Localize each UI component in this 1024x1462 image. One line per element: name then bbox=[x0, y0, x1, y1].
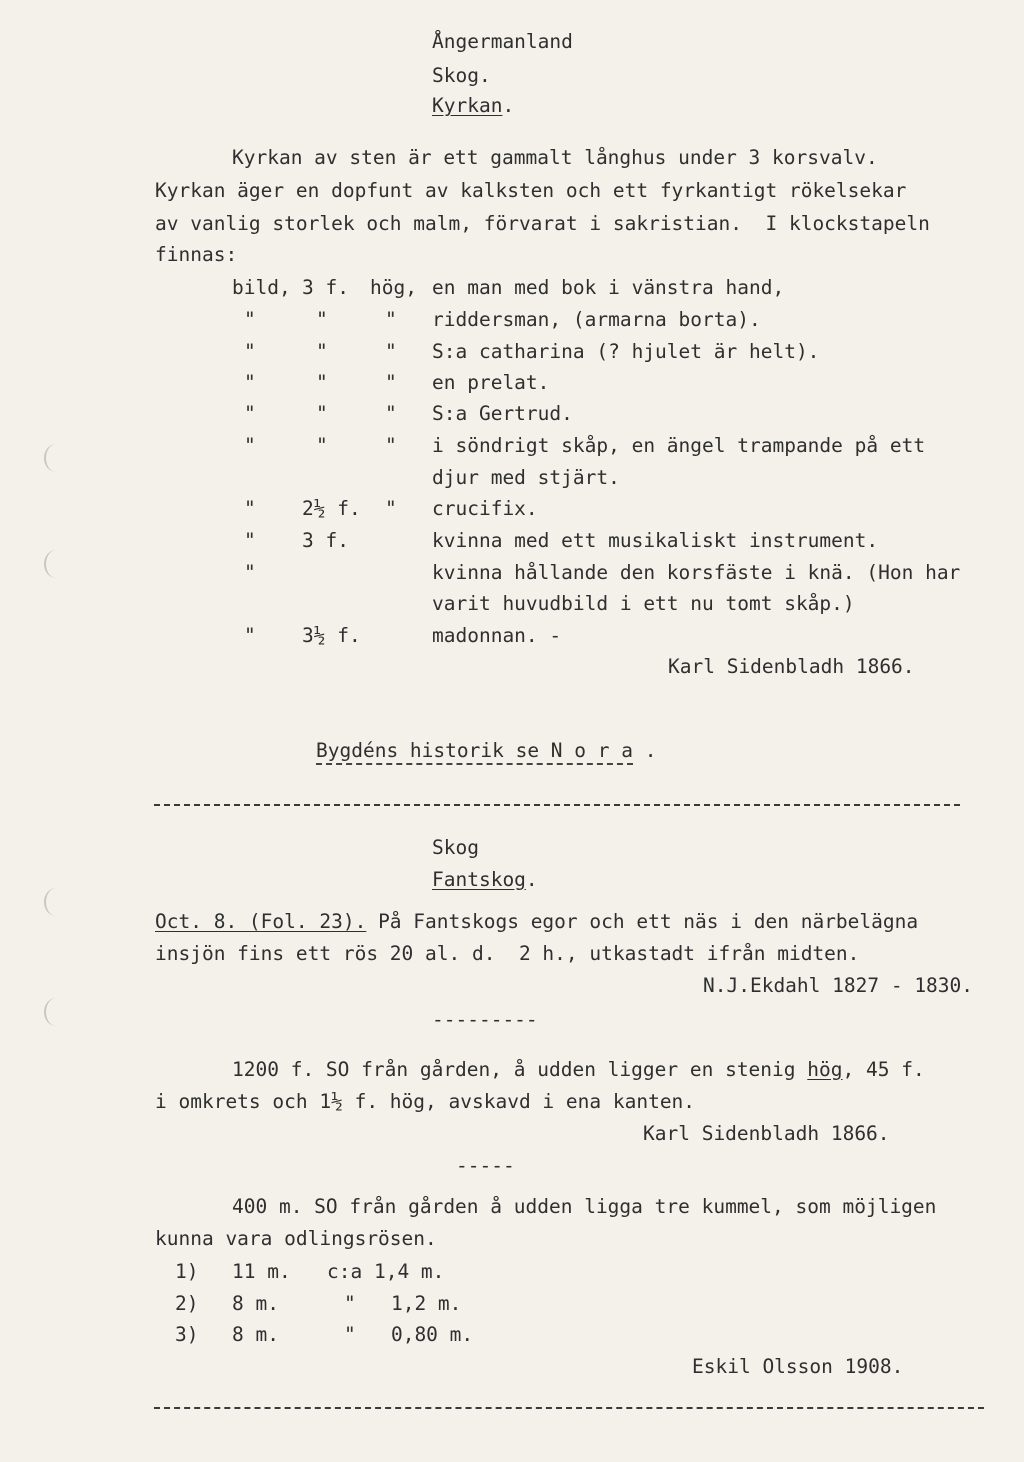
measure-number: 2) bbox=[175, 1292, 199, 1315]
crossref-note-text: Bygdéns historik se N o r a bbox=[316, 739, 633, 765]
entry-ref: Oct. 8. (Fol. 23). bbox=[155, 910, 367, 933]
section-divider bbox=[154, 804, 960, 806]
crossref-note: Bygdéns historik se N o r a . bbox=[316, 739, 656, 763]
item-col-c: " bbox=[385, 340, 397, 363]
item-col-c: " bbox=[385, 402, 397, 425]
item-col-a: bild, bbox=[232, 276, 291, 299]
item-col-a: " bbox=[244, 371, 256, 394]
entry-line: insjön fins ett rös 20 al. d. 2 h., utkastadt ifrån midten. bbox=[155, 942, 860, 965]
entry-line: 400 m. SO från gården å udden ligga tre kummel, som möjligen bbox=[232, 1195, 937, 1218]
subject-heading-text: Kyrkan bbox=[432, 94, 503, 117]
bottom-divider bbox=[154, 1407, 984, 1409]
item-desc: madonnan. - bbox=[432, 624, 562, 647]
item-col-a: " bbox=[244, 624, 256, 647]
item-col-a: " bbox=[244, 402, 256, 425]
parish-heading: Skog. bbox=[432, 64, 491, 87]
measure-height: c:a 1,4 m. bbox=[327, 1260, 445, 1283]
item-col-b: " bbox=[316, 434, 328, 457]
item-desc: i söndrigt skåp, en ängel trampande på ett bbox=[432, 434, 926, 457]
signature: Eskil Olsson 1908. bbox=[692, 1355, 904, 1378]
signature: N.J.Ekdahl 1827 - 1830. bbox=[703, 974, 974, 997]
intro-line: av vanlig storlek och malm, förvarat i sakristian. I klockstapeln bbox=[155, 212, 930, 235]
item-desc: S:a catharina (? hjulet är helt). bbox=[432, 340, 820, 363]
item-col-b: 3 f. bbox=[302, 529, 349, 552]
item-col-c: " bbox=[385, 434, 397, 457]
item-col-a: " bbox=[244, 308, 256, 331]
measure-height: " 1,2 m. bbox=[344, 1292, 462, 1315]
entry-line: i omkrets och 1½ f. hög, avskavd i ena kanten. bbox=[155, 1090, 696, 1113]
item-desc: kvinna hållande den korsfäste i knä. (Hon har bbox=[432, 561, 961, 584]
item-col-a: " bbox=[244, 529, 256, 552]
item-col-c: hög, bbox=[370, 276, 417, 299]
item-desc: varit huvudbild i ett nu tomt skåp.) bbox=[432, 592, 855, 615]
item-col-b: " bbox=[316, 402, 328, 425]
entry-line: Oct. 8. (Fol. 23). På Fantskogs egor och ett näs i den närbelägna bbox=[155, 910, 919, 933]
item-col-b: " bbox=[316, 371, 328, 394]
place-heading-text: Fantskog bbox=[432, 868, 526, 891]
item-desc: riddersman, (armarna borta). bbox=[432, 308, 761, 331]
intro-line: Kyrkan äger en dopfunt av kalksten och ett fyrkantigt rökelsekar bbox=[155, 179, 907, 202]
entry-separator: ----- bbox=[456, 1154, 515, 1177]
entry-separator: --------- bbox=[432, 1008, 538, 1031]
punch-hole bbox=[44, 444, 68, 472]
measure-length: 8 m. bbox=[232, 1323, 279, 1346]
underlined-word: hög bbox=[807, 1058, 843, 1081]
intro-line: Kyrkan av sten är ett gammalt långhus under 3 korsvalv. bbox=[232, 146, 878, 169]
item-col-b: " bbox=[316, 308, 328, 331]
signature: Karl Sidenbladh 1866. bbox=[643, 1122, 890, 1145]
measure-number: 1) bbox=[175, 1260, 199, 1283]
item-col-b: 3½ f. bbox=[302, 624, 361, 647]
signature: Karl Sidenbladh 1866. bbox=[668, 655, 915, 678]
item-desc: crucifix. bbox=[432, 497, 538, 520]
entry-line: 1200 f. SO från gården, å udden ligger en stenig hög, 45 f. bbox=[232, 1058, 925, 1081]
item-col-a: " bbox=[244, 497, 256, 520]
measure-length: 8 m. bbox=[232, 1292, 279, 1315]
punch-hole bbox=[44, 998, 68, 1026]
item-col-b: 3 f. bbox=[302, 276, 349, 299]
item-desc: kvinna med ett musikaliskt instrument. bbox=[432, 529, 879, 552]
measure-number: 3) bbox=[175, 1323, 199, 1346]
item-col-b: " bbox=[316, 340, 328, 363]
item-col-c: " bbox=[385, 308, 397, 331]
measure-length: 11 m. bbox=[232, 1260, 291, 1283]
item-desc: S:a Gertrud. bbox=[432, 402, 573, 425]
punch-hole bbox=[44, 888, 68, 916]
item-desc: en prelat. bbox=[432, 371, 550, 394]
subject-heading: Kyrkan. bbox=[432, 94, 515, 117]
place-heading: Fantskog. bbox=[432, 868, 538, 891]
item-desc: en man med bok i vänstra hand, bbox=[432, 276, 785, 299]
punch-hole bbox=[44, 550, 68, 578]
item-desc: djur med stjärt. bbox=[432, 466, 620, 489]
item-col-a: " bbox=[244, 561, 256, 584]
item-col-c: " bbox=[385, 497, 397, 520]
item-col-a: " bbox=[244, 340, 256, 363]
parish-heading-2: Skog bbox=[432, 836, 479, 859]
region-heading: Ångermanland bbox=[432, 30, 573, 53]
item-col-c: " bbox=[385, 371, 397, 394]
item-col-b: 2½ f. bbox=[302, 497, 361, 520]
intro-line: finnas: bbox=[155, 243, 238, 266]
measure-height: " 0,80 m. bbox=[344, 1323, 474, 1346]
item-col-a: " bbox=[244, 434, 256, 457]
entry-line: kunna vara odlingsrösen. bbox=[155, 1227, 437, 1250]
